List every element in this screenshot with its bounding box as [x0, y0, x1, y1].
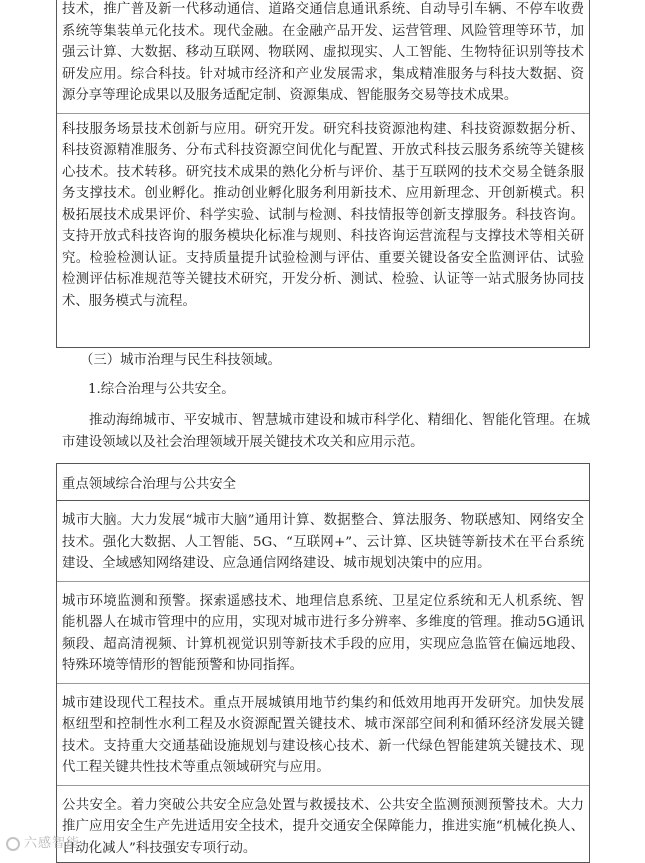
box2-divider-3 — [57, 785, 589, 786]
watermark — [6, 832, 80, 851]
tech-service-box — [56, 0, 590, 348]
watermark-logo-icon — [6, 837, 20, 851]
watermark-text: 六感智能 — [24, 836, 81, 851]
section-heading: （三）城市治理与民生科技领域。 — [80, 353, 281, 368]
intro-paragraph: 推动海绵城市、平安城市、智慧城市建设和城市科学化、精细化、智能化管理。在城市建设领域以及社会治理领域开展关键技术攻关和应用示范。 — [62, 413, 590, 450]
box1-paragraph-1: 技术，推广普及新一代移动通信、道路交通信息通讯系统、自动导引车辆、不停车收费系统等集装单元化技术。现代金融。在金融产品开发、运营管理、风险管理等环节，加强云计算、大数据、移动互联网、物联网、虚拟现实、人工智能、生物特征识别等技术研发应用。综合科技。针对城市经济和产业发展需求，集成精准服务与科技大数据、资源分享等理论成果以及服务适配定制、资源集成、智能服务交易等技术成果。 — [62, 2, 584, 103]
box1-divider — [57, 113, 589, 114]
box2-divider-1 — [57, 581, 589, 582]
box2-title: 重点领域综合治理与公共安全 — [57, 464, 589, 501]
sub-heading: 1.综合治理与公共安全。 — [88, 382, 235, 397]
box2-paragraph-4: 公共安全。着力突破公共安全应急处置与救援技术、公共安全监测预测预警技术。大力推广应用安全生产先进适用安全技术，提升交通安全保障能力，推进实施“机械化换人、自动化减人”科技强安专项行动。 — [62, 797, 584, 856]
box2-paragraph-2: 城市环境监测和预警。探索遥感技术、地理信息系统、卫星定位系统和无人机系统、智能机器人在城市管理中的应用，实现对城市进行多分辨率、多维度的管理。推动5G通讯频段、超高清视频、计算机视觉识别等新技术手段的应用，实现应急监管在偏远地段、特殊环境等情形的智能预警和协同指挥。 — [62, 593, 584, 673]
box2-paragraph-3: 城市建设现代工程技术。重点开展城镇用地节约集约和低效用地再开发研究。加快发展枢纽型和控制性水利工程及水资源配置关键技术、城市深部空间利和循环经济发展关键技术。支持重大交通基础设施规划与建设核心技术、新一代绿色智能建筑关键技术、现代工程关键共性技术等重点领域研究与应用。 — [62, 695, 584, 775]
box1-paragraph-2: 科技服务场景技术创新与应用。研究开发。研究科技资源池构建、科技资源数据分析、科技资源精准服务、分布式科技资源空间优化与配置、开放式科技云服务系统等关键核心技术。技术转移。研究技术成果的熟化分析与评价、基于互联网的技术交易全链条服务支撑技术。创业孵化。推动创业孵化服务利用新技术、应用新理念、开创新模式。积极拓展技术成果评价、科学实验、试制与检测、科技情报等创新支撑服务。科技咨询。支持开放式科技咨询的服务模块化标准与规则、科技咨询运营流程与支撑技术等相关研究。检验检测认证。支持质量提升试验检测与评估、重要关键设备安全监测评估、试验检测评估标准规范等关键技术研究，开发分析、测试、检验、认证等一站式服务协同技术、服务模式与流程。 — [62, 121, 584, 309]
box2-paragraph-1: 城市大脑。大力发展“城市大脑”通用计算、数据整合、算法服务、物联感知、网络安全技术。强化大数据、人工智能、5G、“互联网+”、云计算、区块链等新技术在平台系统建设、全域感知网络建设、应急通信网络建设、城市规划决策中的应用。 — [62, 513, 584, 571]
governance-box — [56, 463, 590, 863]
box2-divider-2 — [57, 683, 589, 684]
